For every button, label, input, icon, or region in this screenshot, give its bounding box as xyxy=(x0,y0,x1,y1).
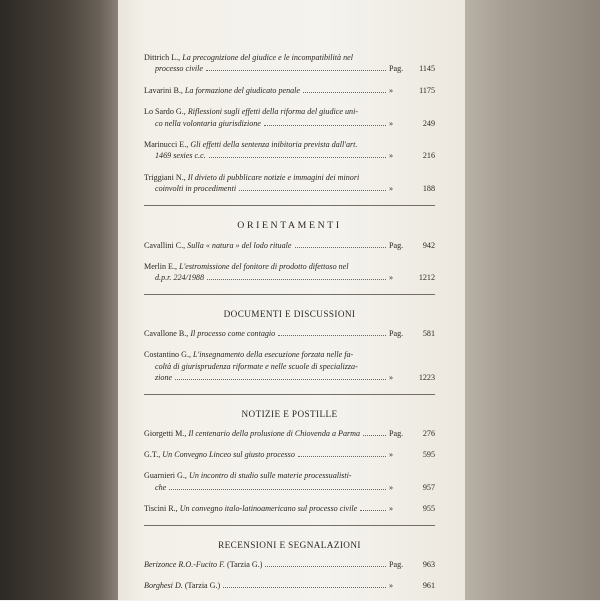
entry-title-cont: zione xyxy=(155,373,173,383)
entry-title-cont: 1469 sexies c.c. xyxy=(155,151,206,161)
entry-title: Riflessioni sugli effetti della riforma del giudice uni- xyxy=(187,107,359,117)
toc-entry xyxy=(144,172,435,195)
section-heading-orientamenti: ORIENTAMENTI xyxy=(237,219,342,231)
entry-author: Triggiani N., xyxy=(144,172,186,182)
section-divider xyxy=(144,394,435,395)
entry-title-cont: co nella volontaria giurisdizione xyxy=(155,118,261,128)
entry-title: Un Convegno Linceo sul giusto processo xyxy=(162,449,295,459)
entry-page: 1212 xyxy=(418,273,435,283)
table-of-contents xyxy=(144,52,435,601)
entry-page-prefix: » xyxy=(389,580,394,590)
entry-page-prefix: » xyxy=(389,118,394,128)
entry-page: 216 xyxy=(422,151,435,161)
toc-entry xyxy=(144,449,435,460)
entry-page: 1223 xyxy=(418,373,435,383)
entry-author: G.T., xyxy=(144,449,161,459)
entry-page: 961 xyxy=(422,580,435,590)
section-heading-notizie: NOTIZIE E POSTILLE xyxy=(241,408,338,419)
entry-page-prefix: Pag. xyxy=(389,240,404,250)
entry-author: Cavallone B., xyxy=(144,328,189,338)
entry-page-prefix: » xyxy=(389,373,394,383)
entry-page: 963 xyxy=(422,559,435,569)
entry-page: 955 xyxy=(422,504,435,514)
entry-author: Merlin E., xyxy=(144,262,178,272)
entry-author: Marinucci E., xyxy=(144,140,189,150)
entry-title: Un incontro di studio sulle materie processualisti- xyxy=(188,471,352,481)
section-divider xyxy=(144,205,435,206)
toc-entry xyxy=(144,261,435,284)
entry-page-prefix: » xyxy=(389,504,394,514)
toc-entry xyxy=(144,85,435,96)
book-binding-right xyxy=(465,0,600,600)
entry-title: Gli effetti della sentenza inibitoria prevista dall'art. xyxy=(190,140,358,150)
entry-page-prefix: Pag. xyxy=(389,64,404,74)
entry-page: 957 xyxy=(422,482,435,492)
entry-author: Giorgetti M., xyxy=(144,428,187,438)
entry-page: 1145 xyxy=(419,64,435,74)
entry-author: Tiscini R., xyxy=(144,504,178,514)
entry-title: Un convegno italo-latinoamericano sul processo civile xyxy=(179,504,358,514)
section-heading-documenti: DOCUMENTI E DISCUSSIONI xyxy=(223,308,356,319)
toc-entry xyxy=(144,106,435,129)
entry-author: Lo Sardo G., xyxy=(144,107,186,117)
entry-page-prefix: » xyxy=(389,184,394,194)
entry-page: 942 xyxy=(422,240,435,250)
entry-page: 249 xyxy=(422,118,435,128)
toc-entry xyxy=(144,580,435,591)
entry-page-prefix: Pag. xyxy=(389,328,404,338)
toc-entry xyxy=(144,470,435,493)
entry-author: Cavallini C., xyxy=(144,240,186,250)
toc-entry xyxy=(144,349,435,383)
entry-page-prefix: Pag. xyxy=(389,559,404,569)
toc-entry xyxy=(144,428,435,439)
entry-title: La formazione del giudicato penale xyxy=(184,85,301,95)
entry-page: 188 xyxy=(422,184,435,194)
entry-page: 276 xyxy=(422,428,435,438)
toc-entry xyxy=(144,139,435,162)
toc-entry xyxy=(144,328,435,339)
entry-author: Lavarini B., xyxy=(144,85,183,95)
entry-title-cont: coltà di giurisprudenza riformate e nelle scuole di specializza- xyxy=(155,361,358,371)
entry-title: Il processo come contagio xyxy=(190,328,276,338)
entry-title-cont: coinvolti in procedimenti xyxy=(155,184,237,194)
toc-entry xyxy=(144,503,435,514)
entry-page: 581 xyxy=(422,328,435,338)
toc-entry xyxy=(144,559,435,570)
entry-page: 595 xyxy=(422,449,435,459)
entry-title: Il divieto di pubblicare notizie e immagini dei minori xyxy=(187,172,360,182)
book-page xyxy=(118,0,465,600)
toc-entry xyxy=(144,52,435,75)
entry-title: Sulla « natura » del lodo rituale xyxy=(187,240,292,250)
entry-author: Berizonce R.O.-Fucito F. xyxy=(144,559,225,569)
section-heading-recensioni: RECENSIONI E SEGNALAZIONI xyxy=(218,539,361,550)
entry-title: L'estromissione del fonitore di prodotto difettoso nel xyxy=(179,262,349,272)
entry-page-prefix: » xyxy=(389,151,394,161)
entry-page-prefix: » xyxy=(389,482,394,492)
entry-page-prefix: » xyxy=(389,85,394,95)
entry-title: La precognizione del giudice e le incompatibilità nel xyxy=(182,53,353,62)
toc-entry xyxy=(144,240,435,251)
entry-title-cont: che xyxy=(155,482,167,492)
entry-title-cont: d.p.r. 224/1988 xyxy=(155,273,205,283)
entry-author: Guarnieri G., xyxy=(144,471,187,481)
entry-author: Borghesi D. xyxy=(144,580,183,590)
entry-page: 1175 xyxy=(419,85,435,95)
entry-page-prefix: Pag. xyxy=(389,428,404,438)
section-divider xyxy=(144,294,435,295)
entry-author: Dittrich L., xyxy=(144,53,181,62)
entry-title: Il centenario della prolusione di Chiovenda a Parma xyxy=(188,428,361,438)
section-divider xyxy=(144,525,435,526)
entry-page-prefix: » xyxy=(389,273,394,283)
entry-reviewer: (Tarzia G.) xyxy=(184,580,221,590)
entry-page-prefix: » xyxy=(389,449,394,459)
entry-title: L'insegnamento della esecuzione forzata nelle fa- xyxy=(193,350,354,360)
entry-title-cont: processo civile xyxy=(155,64,204,74)
entry-author: Costantino G., xyxy=(144,350,191,360)
book-binding-left xyxy=(0,0,118,600)
entry-reviewer: (Tarzia G.) xyxy=(227,559,263,569)
